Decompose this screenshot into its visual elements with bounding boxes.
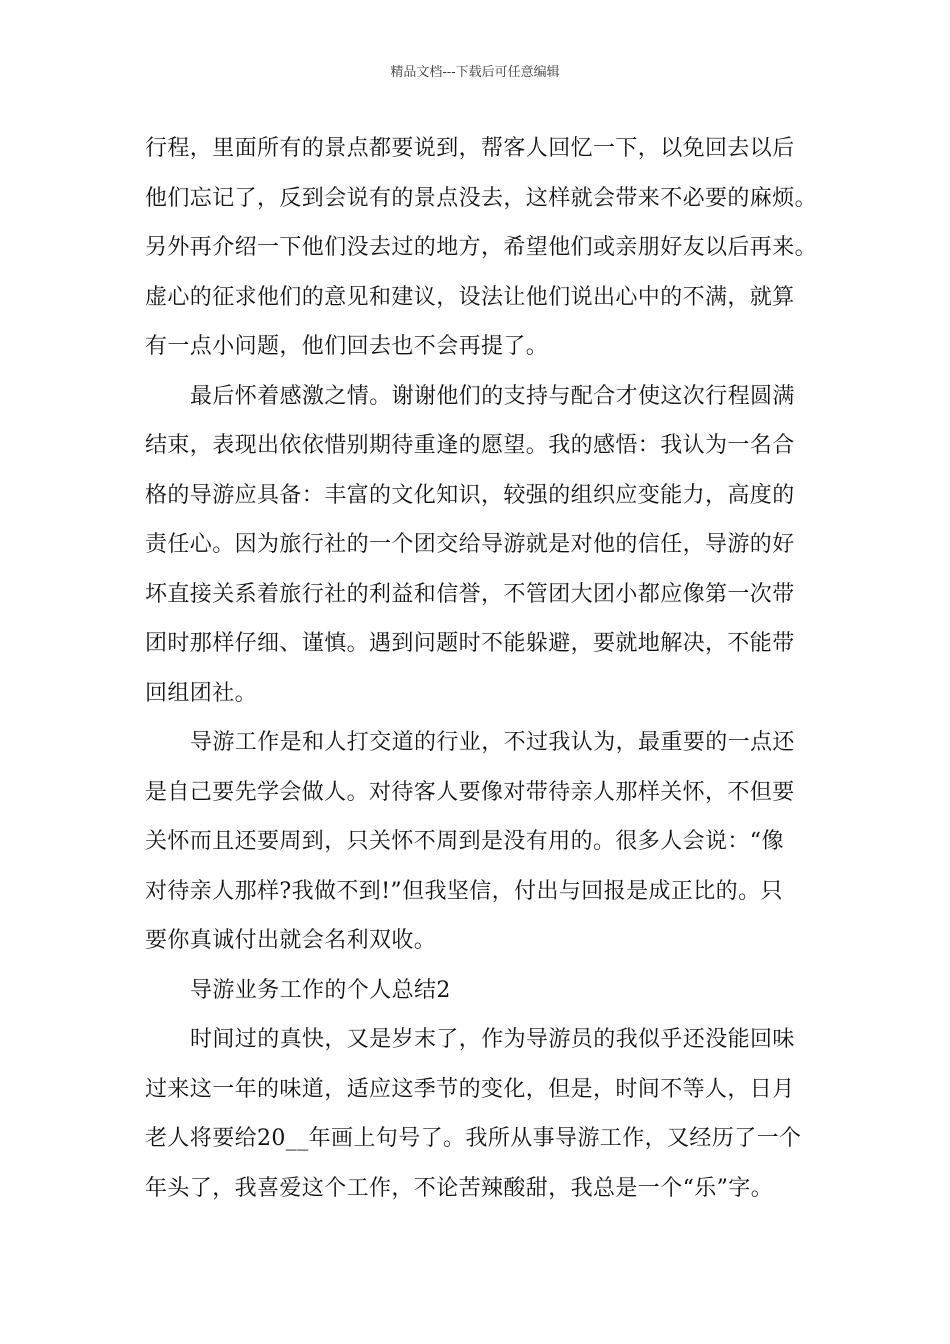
text-line: 时间过的真快，又是岁末了，作为导游员的我似乎还没能回味 bbox=[190, 1027, 795, 1052]
text-line: 回组团社。 bbox=[145, 680, 258, 706]
text-line: 老人将要给20__年画上句号了。我所从事导游工作，又经历了一个 bbox=[145, 1126, 802, 1151]
text-line: 行程，里面所有的景点都要说到，帮客人回忆一下，以免回去以后 bbox=[145, 136, 795, 161]
text-line: 过来这一年的味道，适应这季节的变化，但是，时间不等人，日月 bbox=[145, 1076, 795, 1102]
text-line: 责任心。因为旅行社的一个团交给导游就是对他的信任，导游的好 bbox=[145, 532, 795, 557]
text-line: 关怀而且还要周到，只关怀不周到是没有用的。很多人会说：“像 bbox=[145, 829, 784, 854]
document-body bbox=[145, 124, 825, 1213]
text-line: 要你真诚付出就会名利双收。 bbox=[145, 928, 437, 953]
text-line: 虚心的征求他们的意见和建议，设法让他们说出心中的不满，就算 bbox=[145, 284, 795, 310]
text-line: 格的导游应具备：丰富的文化知识，较强的组织应变能力，高度的 bbox=[145, 482, 795, 508]
text-line: 是自己要先学会做人。对待客人要像对带待亲人那样关怀，不但要 bbox=[145, 779, 795, 805]
text-line: 团时那样仔细、谨慎。遇到问题时不能躲避，要就地解决，不能带 bbox=[145, 631, 795, 656]
page-header: 精品文档---下载后可任意编辑 bbox=[390, 65, 560, 80]
text-line: 导游工作是和人打交道的行业，不过我认为，最重要的一点还 bbox=[190, 730, 795, 755]
text-line: 有一点小问题，他们回去也不会再提了。 bbox=[145, 334, 549, 359]
text-line: 对待亲人那样?我做不到!”但我坚信，付出与回报是成正比的。只 bbox=[145, 878, 783, 904]
text-line: 结束，表现出依依惜别期待重逢的愿望。我的感悟：我认为一名合 bbox=[145, 433, 795, 458]
text-line: 最后怀着感激之情。谢谢他们的支持与配合才使这次行程圆满 bbox=[190, 383, 795, 409]
text-line: 年头了，我喜爱这个工作，不论苦辣酸甜，我总是一个“乐”字。 bbox=[145, 1175, 774, 1201]
text-line: 坏直接关系着旅行社的利益和信誉，不管团大团小都应像第一次带 bbox=[145, 581, 795, 607]
text-line: 另外再介绍一下他们没去过的地方，希望他们或亲朋好友以后再来。 bbox=[145, 235, 818, 260]
text-line: 导游业务工作的个人总结2 bbox=[190, 977, 451, 1003]
text-line: 他们忘记了，反到会说有的景点没去，这样就会带来不必要的麻烦。 bbox=[145, 185, 818, 211]
